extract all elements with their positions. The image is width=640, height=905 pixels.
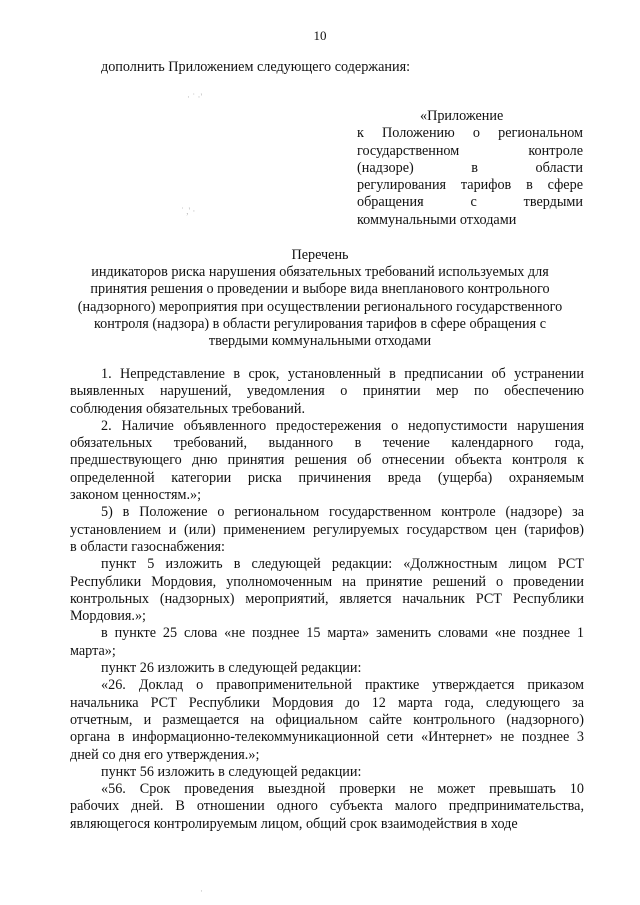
appendix-title: «Приложение [420,108,504,124]
paragraph-line: пункт 5 изложить в следующей редакции: «Должностным лицом РСТ [101,556,584,573]
paragraph-line: «56. Срок проведения выездной проверки не может превышать 10 [101,781,584,798]
subtitle-line: контроля (надзора) в области регулирования тарифов в сфере обращения с [93,315,546,332]
paragraph-line: законом ценностям.»; [70,487,202,504]
paragraph [70,781,584,833]
appendix-line: (надзоре) в области [357,159,583,176]
paragraph [70,764,584,781]
paragraph-line: «26. Доклад о правоприменительной практике утверждается приказом [101,677,584,694]
document-body [70,366,584,833]
appendix-line: к Положению о региональном [357,125,583,142]
paragraph-line: в области газоснабжения: [70,538,225,555]
paragraph-line: установлением и (или) применением регулируемых государством цен (тарифов) [70,521,584,538]
paragraph [70,677,584,763]
paragraph-line: дней со дня его утверждения.»; [70,746,260,763]
paragraph-line: Республики Мордовия, уполномоченным на принятие решений о проведении [70,573,584,590]
paragraph-line: обязательных требований, выданного в течение календарного года, [70,435,584,452]
paragraph [70,418,584,504]
paragraph-line: контрольных (надзорных) мероприятий, является начальник РСТ Республики [70,590,584,607]
scan-artifact: ˙ ,' · [181,206,196,216]
paragraph-line: 5) в Положение о региональном государственном контроле (надзоре) за [101,504,584,521]
subtitle-line: принятия решения о проведении и выборе вида внепланового контрольного [90,281,550,298]
scan-artifact: · ˙ ·' [187,92,203,102]
paragraph-line: пункт 56 изложить в следующей редакции: [101,763,362,780]
subtitle-line: (надзорного) мероприятия при осуществлении регионального государственного [77,298,563,315]
paragraph-line: Мордовия.»; [70,608,146,625]
paragraph-line: выявленных нарушений, уведомления о принятии мер по обеспечению [70,383,584,400]
paragraph [70,660,584,677]
paragraph-line: в пункте 25 слова «не позднее 15 марта» заменить словами «не позднее 1 [101,625,584,642]
paragraph-line: отчетным, и размещается на официальном сайте контрольного (надзорного) [70,711,584,728]
paragraph-line: начальника РСТ Республики Мордовия до 12 марта года, следующего за [70,694,584,711]
list-subtitle [70,264,570,350]
paragraph-line: марта»; [70,642,116,659]
paragraph [70,366,584,418]
paragraph-line: определенной категории риска причинения вреда (ущерба) охраняемым [70,469,584,486]
subtitle-line: твердыми коммунальными отходами [208,333,432,350]
list-title: Перечень [291,247,349,263]
intro-text: дополнить Приложением следующего содержания: [101,59,411,75]
paragraph-line: пункт 26 изложить в следующей редакции: [101,660,362,677]
paragraph [70,556,584,625]
paragraph-line: 1. Непредставление в срок, установленный в предписании об устранении [101,366,584,382]
paragraph-line: рабочих дней. В отношении одного субъекта малого предпринимательства, [70,798,584,815]
appendix-header [357,108,583,229]
subtitle-line: индикаторов риска нарушения обязательных требований используемых для [91,264,549,280]
appendix-line: обращения с твердыми [357,194,583,211]
paragraph-line: органа в информационно-телекоммуникационной сети «Интернет» не позднее 3 [70,729,584,746]
paragraph-line: предшествующего дню принятия решения об отнесении объекта контроля к [70,452,584,469]
appendix-line: регулирования тарифов в сфере [357,177,583,194]
paragraph-line: являющегося контролируемым лицом, общий срок взаимодействия в ходе [70,815,518,832]
paragraph-line: 2. Наличие объявленного предостережения о недопустимости нарушения [101,417,584,434]
appendix-line: государственном контроле [357,142,583,159]
paragraph [70,504,584,556]
appendix-line: коммунальными отходами [357,211,517,228]
scan-artifact: · [200,886,203,896]
paragraph-line: соблюдения обязательных требований. [70,400,306,417]
page-number: 10 [313,28,327,43]
paragraph [70,625,584,660]
